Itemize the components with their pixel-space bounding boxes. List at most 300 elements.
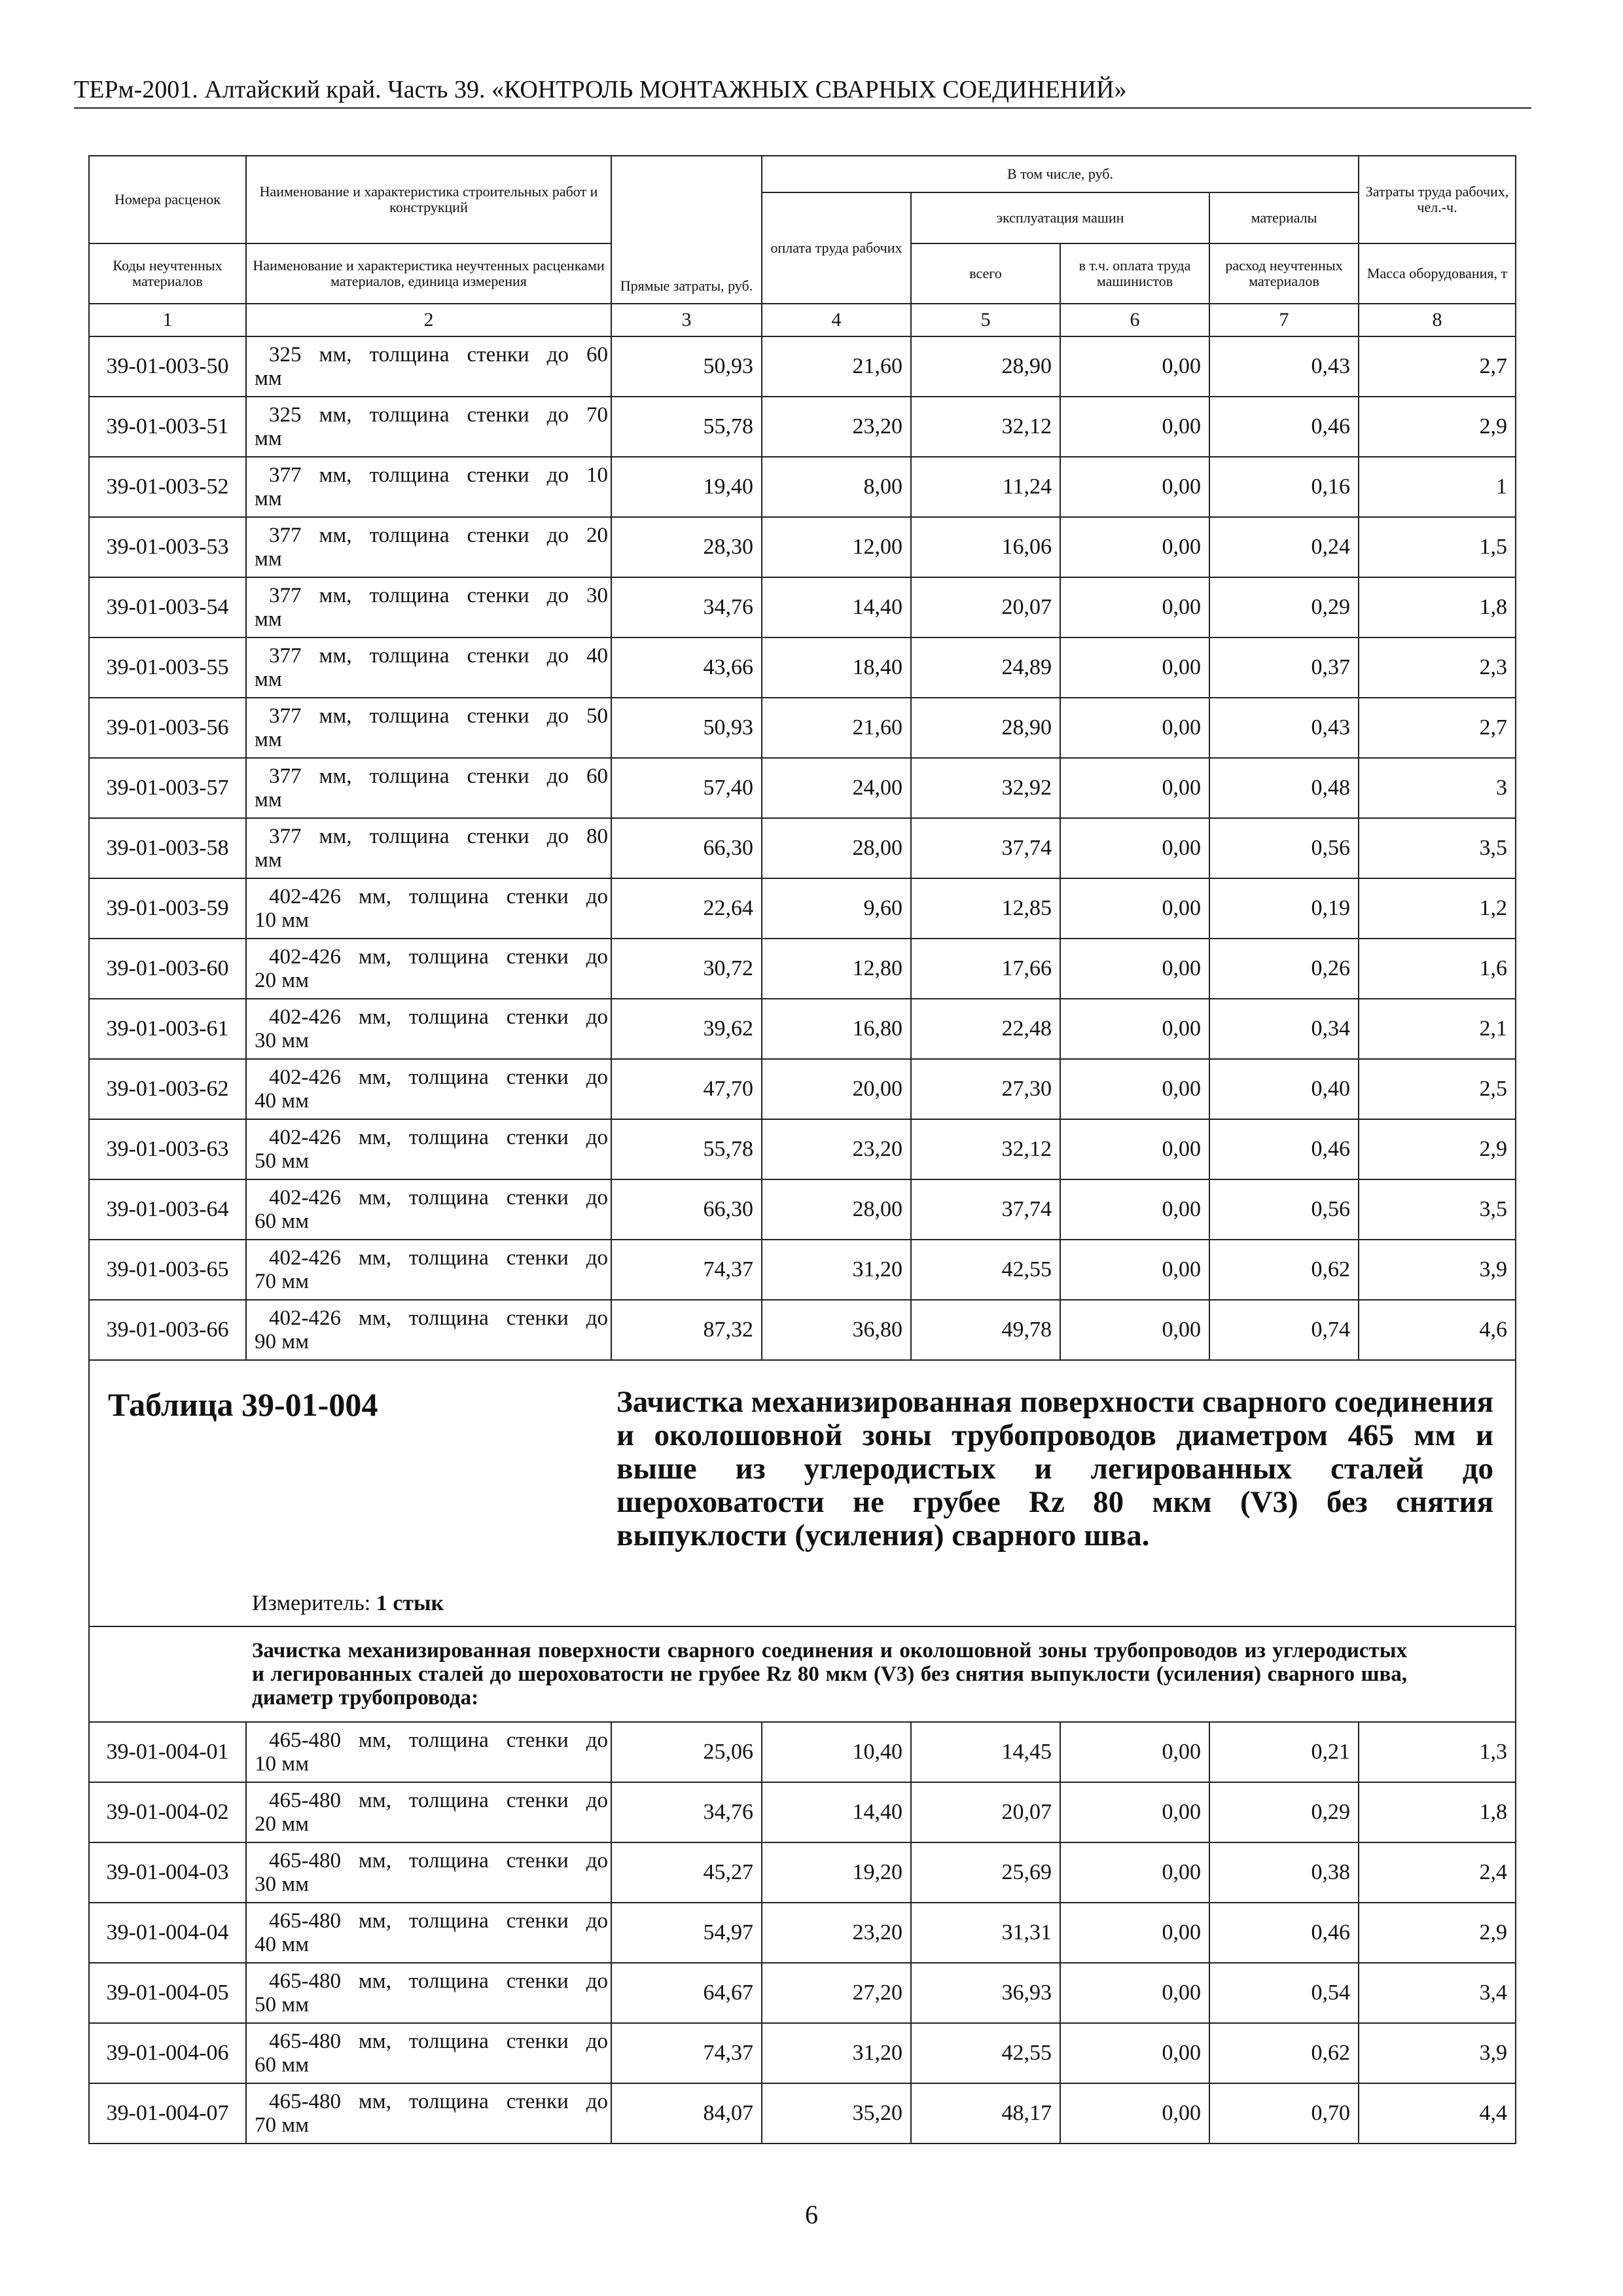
unit-label: Измеритель: [252, 1591, 371, 1615]
table-row [89, 1782, 1516, 1842]
labor-hours-value: 3,9 [1359, 2023, 1516, 2083]
materials-usage-value: 0,43 [1209, 336, 1359, 397]
work-description-line1: 402-426 мм, толщина стенки до [269, 1246, 608, 1270]
work-description-line2: 30 мм [255, 1873, 310, 1896]
labor-pay-value: 21,60 [762, 698, 911, 758]
work-description [246, 637, 611, 698]
column-numbers-row [89, 304, 1516, 336]
work-description-line2: мм [255, 427, 282, 450]
header-rate-numbers: Номера расценок [89, 156, 246, 243]
labor-hours-value: 3,5 [1359, 1179, 1516, 1240]
labor-pay-value: 21,60 [762, 336, 911, 397]
work-description-line1: 465-480 мм, толщина стенки до [269, 2090, 608, 2113]
labor-pay-value: 8,00 [762, 457, 911, 517]
rate-code: 39-01-003-57 [89, 758, 246, 818]
work-description-line1: 465-480 мм, толщина стенки до [269, 1729, 608, 1752]
column-number: 2 [246, 304, 611, 336]
table-row [89, 397, 1516, 457]
rate-code: 39-01-003-58 [89, 818, 246, 878]
column-number: 8 [1359, 304, 1516, 336]
column-number: 3 [611, 304, 762, 336]
labor-pay-value: 27,20 [762, 1963, 911, 2023]
direct-costs-value: 57,40 [611, 758, 762, 818]
machines-total-value: 32,12 [911, 397, 1060, 457]
direct-costs-value: 87,32 [611, 1300, 762, 1360]
section-description-row [89, 1626, 1516, 1722]
labor-hours-value: 4,6 [1359, 1300, 1516, 1360]
operators-pay-value: 0,00 [1060, 698, 1209, 758]
labor-hours-value: 4,4 [1359, 2083, 1516, 2144]
section-box [90, 1361, 1515, 1626]
column-number: 7 [1209, 304, 1359, 336]
labor-hours-value: 2,3 [1359, 637, 1516, 698]
direct-costs-value: 43,66 [611, 637, 762, 698]
labor-pay-value: 19,20 [762, 1842, 911, 1903]
work-description-line1: 402-426 мм, толщина стенки до [269, 1005, 608, 1029]
materials-usage-value: 0,19 [1209, 878, 1359, 939]
column-number: 5 [911, 304, 1060, 336]
labor-pay-value: 14,40 [762, 1782, 911, 1842]
rate-code: 39-01-003-61 [89, 999, 246, 1059]
header-labor-hours: Затраты труда рабочих, чел.-ч. [1359, 156, 1516, 243]
direct-costs-value: 55,78 [611, 1119, 762, 1179]
work-description-line1: 325 мм, толщина стенки до 70 [269, 403, 608, 427]
table-row [89, 1119, 1516, 1179]
labor-hours-value: 3,9 [1359, 1240, 1516, 1300]
direct-costs-value: 22,64 [611, 878, 762, 939]
labor-hours-value: 1 [1359, 457, 1516, 517]
work-description-line2: мм [255, 367, 282, 390]
work-description-line2: 90 мм [255, 1330, 310, 1354]
rate-code: 39-01-004-05 [89, 1963, 246, 2023]
direct-costs-value: 66,30 [611, 818, 762, 878]
materials-usage-value: 0,48 [1209, 758, 1359, 818]
labor-pay-value: 14,40 [762, 577, 911, 637]
work-description-line1: 465-480 мм, толщина стенки до [269, 1789, 608, 1812]
materials-usage-value: 0,24 [1209, 517, 1359, 577]
table-row [89, 2023, 1516, 2083]
work-description-line1: 325 мм, толщина стенки до 60 [269, 343, 608, 367]
labor-hours-value: 1,5 [1359, 517, 1516, 577]
work-description [246, 1903, 611, 1963]
work-description [246, 1782, 611, 1842]
header-equipment-mass: Масса оборудования, т [1359, 243, 1516, 304]
machines-total-value: 28,90 [911, 698, 1060, 758]
table-title: Зачистка механизированная поверхности сварного соединения и околошовной зоны трубопроводов диаметром 465 мм и выше из углеродистых и легированных сталей до шероховатости не грубее Rz 80 мкм (V3) без снятия выпуклости (усиления) сварного шва. [616, 1385, 1493, 1552]
labor-pay-value: 10,40 [762, 1722, 911, 1782]
operators-pay-value: 0,00 [1060, 1240, 1209, 1300]
direct-costs-value: 64,67 [611, 1963, 762, 2023]
direct-costs-value: 74,37 [611, 1240, 762, 1300]
machines-total-value: 20,07 [911, 577, 1060, 637]
work-description [246, 818, 611, 878]
header-materials: материалы [1209, 192, 1359, 243]
rate-code: 39-01-004-04 [89, 1903, 246, 1963]
work-description [246, 1179, 611, 1240]
operators-pay-value: 0,00 [1060, 1179, 1209, 1240]
labor-hours-value: 2,9 [1359, 1903, 1516, 1963]
materials-usage-value: 0,38 [1209, 1842, 1359, 1903]
labor-pay-value: 12,80 [762, 939, 911, 999]
labor-pay-value: 31,20 [762, 2023, 911, 2083]
materials-usage-value: 0,29 [1209, 577, 1359, 637]
labor-pay-value: 9,60 [762, 878, 911, 939]
operators-pay-value: 0,00 [1060, 1722, 1209, 1782]
labor-pay-value: 36,80 [762, 1300, 911, 1360]
operators-pay-value: 0,00 [1060, 1059, 1209, 1119]
work-description [246, 2023, 611, 2083]
machines-total-value: 24,89 [911, 637, 1060, 698]
rate-code: 39-01-003-64 [89, 1179, 246, 1240]
table-row [89, 336, 1516, 397]
machines-total-value: 36,93 [911, 1963, 1060, 2023]
labor-pay-value: 23,20 [762, 1903, 911, 1963]
rates-table [88, 155, 1516, 2144]
machines-total-value: 42,55 [911, 2023, 1060, 2083]
rate-code: 39-01-003-54 [89, 577, 246, 637]
labor-hours-value: 2,4 [1359, 1842, 1516, 1903]
rate-code: 39-01-003-63 [89, 1119, 246, 1179]
materials-usage-value: 0,70 [1209, 2083, 1359, 2144]
header-work-name: Наименование и характеристика строительных работ и конструкций [246, 156, 611, 243]
work-description-line1: 377 мм, толщина стенки до 30 [269, 584, 608, 607]
work-description-line1: 377 мм, толщина стенки до 20 [269, 524, 608, 547]
rate-code: 39-01-004-03 [89, 1842, 246, 1903]
direct-costs-value: 74,37 [611, 2023, 762, 2083]
work-description-line2: мм [255, 607, 282, 631]
work-description-line2: мм [255, 728, 282, 751]
work-description-line2: 20 мм [255, 1812, 310, 1836]
work-description-line2: 40 мм [255, 1933, 310, 1956]
header-material-names: Наименование и характеристика неучтенных расценками материалов, единица измерения [246, 243, 611, 304]
work-description-line1: 402-426 мм, толщина стенки до [269, 1306, 608, 1330]
materials-usage-value: 0,54 [1209, 1963, 1359, 2023]
work-description [246, 517, 611, 577]
work-description [246, 1119, 611, 1179]
work-description [246, 1300, 611, 1360]
work-description [246, 336, 611, 397]
operators-pay-value: 0,00 [1060, 758, 1209, 818]
page-header: ТЕРм-2001. Алтайский край. Часть 39. «КОНТРОЛЬ МОНТАЖНЫХ СВАРНЫХ СОЕДИНЕНИЙ» [74, 73, 1531, 109]
work-description-line2: мм [255, 668, 282, 691]
work-description-line2: мм [255, 487, 282, 511]
work-description [246, 758, 611, 818]
work-description-line1: 377 мм, толщина стенки до 10 [269, 463, 608, 487]
work-description-line2: 20 мм [255, 969, 310, 992]
table-row [89, 1240, 1516, 1300]
machines-total-value: 22,48 [911, 999, 1060, 1059]
rate-code: 39-01-003-56 [89, 698, 246, 758]
machines-total-value: 37,74 [911, 1179, 1060, 1240]
direct-costs-value: 54,97 [611, 1903, 762, 1963]
labor-hours-value: 2,7 [1359, 698, 1516, 758]
operators-pay-value: 0,00 [1060, 517, 1209, 577]
work-description-line1: 377 мм, толщина стенки до 80 [269, 825, 608, 848]
labor-pay-value: 18,40 [762, 637, 911, 698]
work-description-line2: 30 мм [255, 1029, 310, 1052]
rate-code: 39-01-003-52 [89, 457, 246, 517]
machines-total-value: 20,07 [911, 1782, 1060, 1842]
machines-total-value: 16,06 [911, 517, 1060, 577]
table-row [89, 698, 1516, 758]
operators-pay-value: 0,00 [1060, 1903, 1209, 1963]
header-material-usage: расход неучтенных материалов [1209, 243, 1359, 304]
labor-hours-value: 3 [1359, 758, 1516, 818]
table-row [89, 818, 1516, 878]
rate-code: 39-01-003-65 [89, 1240, 246, 1300]
table-row [89, 939, 1516, 999]
rate-code: 39-01-004-01 [89, 1722, 246, 1782]
machines-total-value: 27,30 [911, 1059, 1060, 1119]
machines-total-value: 37,74 [911, 818, 1060, 878]
work-description-line2: мм [255, 788, 282, 812]
table-row [89, 517, 1516, 577]
labor-hours-value: 1,8 [1359, 577, 1516, 637]
work-description-line1: 402-426 мм, толщина стенки до [269, 885, 608, 908]
operators-pay-value: 0,00 [1060, 2083, 1209, 2144]
rate-code: 39-01-003-50 [89, 336, 246, 397]
labor-hours-value: 1,6 [1359, 939, 1516, 999]
work-description-line1: 402-426 мм, толщина стенки до [269, 1186, 608, 1210]
column-number: 1 [89, 304, 246, 336]
operators-pay-value: 0,00 [1060, 1782, 1209, 1842]
materials-usage-value: 0,21 [1209, 1722, 1359, 1782]
operators-pay-value: 0,00 [1060, 1300, 1209, 1360]
materials-usage-value: 0,56 [1209, 1179, 1359, 1240]
work-description-line2: 40 мм [255, 1089, 310, 1113]
labor-pay-value: 24,00 [762, 758, 911, 818]
direct-costs-value: 45,27 [611, 1842, 762, 1903]
page-number: 6 [805, 2200, 818, 2229]
labor-pay-value: 31,20 [762, 1240, 911, 1300]
work-description [246, 397, 611, 457]
header-material-codes: Коды неучтенных материалов [89, 243, 246, 304]
work-description-line1: 377 мм, толщина стенки до 50 [269, 704, 608, 728]
machines-total-value: 48,17 [911, 2083, 1060, 2144]
table-row [89, 1722, 1516, 1782]
rate-code: 39-01-004-06 [89, 2023, 246, 2083]
work-description-line2: 50 мм [255, 1993, 310, 2017]
operators-pay-value: 0,00 [1060, 999, 1209, 1059]
work-description [246, 1722, 611, 1782]
direct-costs-value: 30,72 [611, 939, 762, 999]
work-description [246, 1842, 611, 1903]
work-description [246, 577, 611, 637]
work-description [246, 939, 611, 999]
operators-pay-value: 0,00 [1060, 637, 1209, 698]
header-machines: эксплуатация машин [911, 192, 1209, 243]
materials-usage-value: 0,34 [1209, 999, 1359, 1059]
materials-usage-value: 0,46 [1209, 1903, 1359, 1963]
operators-pay-value: 0,00 [1060, 1963, 1209, 2023]
machines-total-value: 14,45 [911, 1722, 1060, 1782]
materials-usage-value: 0,37 [1209, 637, 1359, 698]
table-row [89, 2083, 1516, 2144]
materials-usage-value: 0,16 [1209, 457, 1359, 517]
work-description-line2: 60 мм [255, 2053, 310, 2077]
work-description-line1: 402-426 мм, толщина стенки до [269, 945, 608, 969]
labor-pay-value: 23,20 [762, 397, 911, 457]
materials-usage-value: 0,62 [1209, 1240, 1359, 1300]
work-description-line2: 60 мм [255, 1210, 310, 1233]
direct-costs-value: 47,70 [611, 1059, 762, 1119]
rate-code: 39-01-003-51 [89, 397, 246, 457]
machines-total-value: 28,90 [911, 336, 1060, 397]
operators-pay-value: 0,00 [1060, 1119, 1209, 1179]
work-description-line1: 465-480 мм, толщина стенки до [269, 1849, 608, 1873]
table-row [89, 999, 1516, 1059]
labor-pay-value: 23,20 [762, 1119, 911, 1179]
direct-costs-value: 28,30 [611, 517, 762, 577]
materials-usage-value: 0,46 [1209, 397, 1359, 457]
table-row [89, 1903, 1516, 1963]
work-description [246, 1963, 611, 2023]
work-description-line2: 70 мм [255, 2113, 310, 2137]
table-row [89, 1842, 1516, 1903]
labor-hours-value: 1,3 [1359, 1722, 1516, 1782]
table-row [89, 457, 1516, 517]
labor-hours-value: 2,5 [1359, 1059, 1516, 1119]
machines-total-value: 25,69 [911, 1842, 1060, 1903]
work-description [246, 1059, 611, 1119]
work-description-line2: 10 мм [255, 908, 310, 932]
table-number: Таблица 39-01-004 [108, 1386, 378, 1423]
table-row [89, 1300, 1516, 1360]
column-number: 6 [1060, 304, 1209, 336]
direct-costs-value: 25,06 [611, 1722, 762, 1782]
labor-pay-value: 16,80 [762, 999, 911, 1059]
rate-code: 39-01-003-60 [89, 939, 246, 999]
operators-pay-value: 0,00 [1060, 1842, 1209, 1903]
materials-usage-value: 0,26 [1209, 939, 1359, 999]
direct-costs-value: 84,07 [611, 2083, 762, 2144]
machines-total-value: 32,12 [911, 1119, 1060, 1179]
header-labor-pay: оплата труда рабочих [762, 192, 911, 304]
labor-hours-value: 3,5 [1359, 818, 1516, 878]
labor-pay-value: 28,00 [762, 1179, 911, 1240]
machines-total-value: 42,55 [911, 1240, 1060, 1300]
labor-hours-value: 2,1 [1359, 999, 1516, 1059]
direct-costs-value: 55,78 [611, 397, 762, 457]
table-section-header [89, 1360, 1516, 1626]
labor-pay-value: 28,00 [762, 818, 911, 878]
rate-code: 39-01-003-66 [89, 1300, 246, 1360]
work-description-line2: мм [255, 848, 282, 872]
direct-costs-value: 39,62 [611, 999, 762, 1059]
header-including: В том числе, руб. [762, 156, 1359, 192]
materials-usage-value: 0,56 [1209, 818, 1359, 878]
section-description: Зачистка механизированная поверхности сварного соединения и околошовной зоны трубопроводов из углеродистых и легированных сталей до шероховатости не грубее Rz 80 мкм (V3) без снятия выпуклости (усиления) сварного шва, диаметр трубопровода: [89, 1626, 1516, 1722]
machines-total-value: 31,31 [911, 1903, 1060, 1963]
materials-usage-value: 0,43 [1209, 698, 1359, 758]
table-row [89, 758, 1516, 818]
work-description-line2: 10 мм [255, 1752, 310, 1776]
work-description-line1: 377 мм, толщина стенки до 60 [269, 764, 608, 788]
direct-costs-value: 50,93 [611, 698, 762, 758]
materials-usage-value: 0,62 [1209, 2023, 1359, 2083]
machines-total-value: 32,92 [911, 758, 1060, 818]
machines-total-value: 49,78 [911, 1300, 1060, 1360]
rate-code: 39-01-003-53 [89, 517, 246, 577]
rate-code: 39-01-003-62 [89, 1059, 246, 1119]
labor-hours-value: 2,9 [1359, 397, 1516, 457]
table-row [89, 1963, 1516, 2023]
work-description [246, 457, 611, 517]
operators-pay-value: 0,00 [1060, 397, 1209, 457]
labor-hours-value: 2,7 [1359, 336, 1516, 397]
unit-of-measure [252, 1591, 444, 1616]
header-operators-pay: в т.ч. оплата труда машинистов [1060, 243, 1209, 304]
table-row [89, 1059, 1516, 1119]
work-description [246, 698, 611, 758]
operators-pay-value: 0,00 [1060, 457, 1209, 517]
work-description-line2: мм [255, 547, 282, 571]
direct-costs-value: 34,76 [611, 577, 762, 637]
operators-pay-value: 0,00 [1060, 818, 1209, 878]
labor-pay-value: 35,20 [762, 2083, 911, 2144]
work-description-line1: 402-426 мм, толщина стенки до [269, 1066, 608, 1089]
materials-usage-value: 0,29 [1209, 1782, 1359, 1842]
direct-costs-value: 19,40 [611, 457, 762, 517]
labor-hours-value: 3,4 [1359, 1963, 1516, 2023]
direct-costs-value: 66,30 [611, 1179, 762, 1240]
materials-usage-value: 0,46 [1209, 1119, 1359, 1179]
labor-pay-value: 12,00 [762, 517, 911, 577]
operators-pay-value: 0,00 [1060, 2023, 1209, 2083]
rate-code: 39-01-004-02 [89, 1782, 246, 1842]
direct-costs-value: 34,76 [611, 1782, 762, 1842]
work-description-line2: 50 мм [255, 1149, 310, 1173]
machines-total-value: 11,24 [911, 457, 1060, 517]
table-row [89, 637, 1516, 698]
header-direct-costs: Прямые затраты, руб. [611, 156, 762, 304]
operators-pay-value: 0,00 [1060, 939, 1209, 999]
operators-pay-value: 0,00 [1060, 577, 1209, 637]
table-row [89, 577, 1516, 637]
labor-pay-value: 20,00 [762, 1059, 911, 1119]
work-description-line1: 377 мм, толщина стенки до 40 [269, 644, 608, 668]
work-description [246, 1240, 611, 1300]
materials-usage-value: 0,74 [1209, 1300, 1359, 1360]
labor-hours-value: 1,2 [1359, 878, 1516, 939]
labor-hours-value: 1,8 [1359, 1782, 1516, 1842]
unit-value: 1 стык [376, 1591, 444, 1615]
work-description-line1: 465-480 мм, толщина стенки до [269, 2030, 608, 2053]
operators-pay-value: 0,00 [1060, 336, 1209, 397]
operators-pay-value: 0,00 [1060, 878, 1209, 939]
direct-costs-value: 50,93 [611, 336, 762, 397]
work-description-line1: 465-480 мм, толщина стенки до [269, 1909, 608, 1933]
table-row [89, 1179, 1516, 1240]
machines-total-value: 17,66 [911, 939, 1060, 999]
labor-hours-value: 2,9 [1359, 1119, 1516, 1179]
materials-usage-value: 0,40 [1209, 1059, 1359, 1119]
section-cell [89, 1360, 1516, 1626]
header-machines-total: всего [911, 243, 1060, 304]
rate-code: 39-01-003-55 [89, 637, 246, 698]
work-description-line1: 402-426 мм, толщина стенки до [269, 1126, 608, 1149]
column-number: 4 [762, 304, 911, 336]
table-row [89, 878, 1516, 939]
work-description [246, 999, 611, 1059]
work-description [246, 878, 611, 939]
work-description-line1: 465-480 мм, толщина стенки до [269, 1969, 608, 1993]
rate-code: 39-01-004-07 [89, 2083, 246, 2144]
rate-code: 39-01-003-59 [89, 878, 246, 939]
work-description [246, 2083, 611, 2144]
work-description-line2: 70 мм [255, 1270, 310, 1293]
machines-total-value: 12,85 [911, 878, 1060, 939]
